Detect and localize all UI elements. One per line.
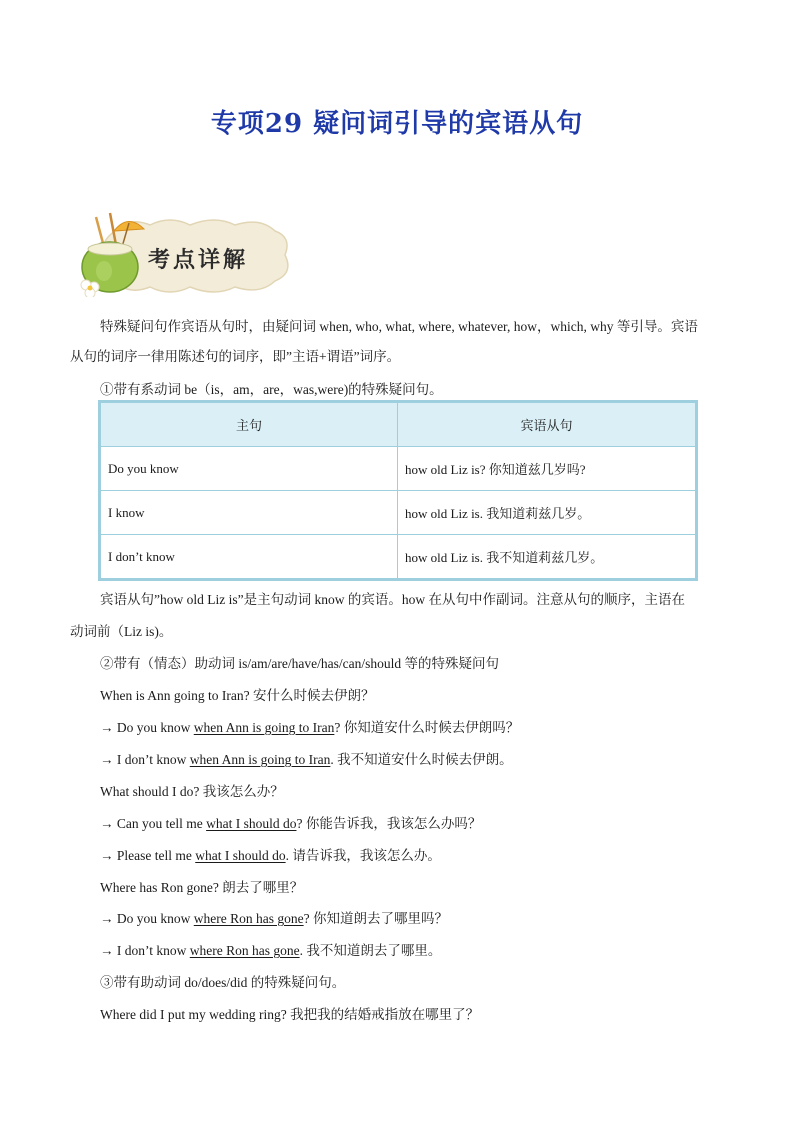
- page-title: 专项29 疑问词引导的宾语从句: [210, 109, 584, 139]
- table-cell: I don’t know: [101, 535, 398, 579]
- note-line-1: 宾语从句”how old Liz is”是主句动词 know 的宾语。how 在从句中作副词。注意从句的顺序，主语在: [100, 592, 685, 607]
- section-1-heading: ①带有系动词 be（is，am，are，was,were)的特殊疑问句。: [100, 382, 443, 397]
- note-line-2: 动词前（Liz is)。: [70, 624, 173, 639]
- example-table: [100, 402, 696, 579]
- example-line: → Do you know where Ron has gone? 你知道朗去了哪里吗？: [100, 911, 448, 926]
- table-row: [101, 491, 696, 535]
- example-line: → I don’t know when Ann is going to Iran. 我不知道安什么时候去伊朗。: [100, 752, 513, 767]
- intro-line-2: 从句的词序一律用陈述句的词序，即”主语+谓语”词序。: [70, 349, 401, 364]
- intro-line-1: 特殊疑问句作宾语从句时，由疑问词 when, who, what, where, whatever, how，which, why 等引导。宾语: [100, 319, 698, 334]
- example-line: What should I do? 我该怎么办？: [100, 784, 284, 799]
- table-cell: how old Liz is. 我知道莉兹几岁。: [398, 491, 696, 535]
- section-3-heading: ③带有助动词 do/does/did 的特殊疑问句。: [100, 975, 346, 990]
- example-line: → Can you tell me what I should do? 你能告诉我，我该怎么办吗？: [100, 816, 482, 831]
- section-2-heading: ②带有（情态）助动词 is/am/are/have/has/can/should 等的特殊疑问句: [100, 656, 499, 671]
- table-header-row: [101, 403, 696, 447]
- table-cell: how old Liz is. 我不知道莉兹几岁。: [398, 535, 696, 579]
- example-line: Where did I put my wedding ring? 我把我的结婚戒指放在哪里了？: [100, 1007, 480, 1022]
- example-line: → Do you know when Ann is going to Iran? 你知道安什么时候去伊朗吗？: [100, 720, 520, 735]
- example-line: When is Ann going to Iran? 安什么时候去伊朗？: [100, 688, 375, 703]
- table-row: [101, 535, 696, 579]
- table-cell: I know: [101, 491, 398, 535]
- table-header-clause: 宾语从句: [398, 403, 696, 447]
- table-row: [101, 447, 696, 491]
- banner-label: 考点详解: [148, 247, 249, 273]
- example-line: → Please tell me what I should do. 请告诉我，我该怎么办。: [100, 848, 441, 863]
- table-header-main: 主句: [101, 403, 398, 447]
- example-line: Where has Ron gone? 朗去了哪里？: [100, 880, 304, 895]
- example-line: → I don’t know where Ron has gone. 我不知道朗去了哪里。: [100, 943, 442, 958]
- table-cell: Do you know: [101, 447, 398, 491]
- table-cell: how old Liz is? 你知道兹几岁吗?: [398, 447, 696, 491]
